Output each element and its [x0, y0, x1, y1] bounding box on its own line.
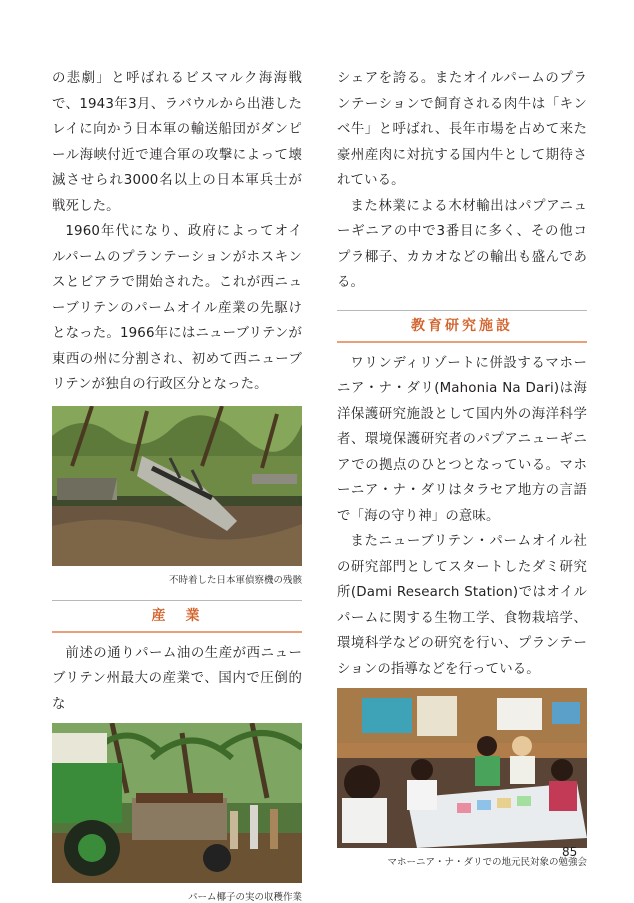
section-industry [52, 600, 302, 633]
palm-harvest-photo [52, 723, 302, 883]
study-session-photo [337, 688, 587, 848]
left-paragraph-3: 前述の通りパーム油の生産が西ニューブリテン州最大の産業で、国内で圧倒的な [52, 645, 302, 712]
section-education [337, 310, 587, 343]
page-number: 85 [562, 845, 578, 859]
study-session-figure [337, 688, 587, 868]
right-paragraph-1: シェアを誇る。またオイルパームのプランテーションで飼育される肉牛は「キンベ牛」と呼ばれ、長年市場を占めて来た豪州産肉に対抗する国内牛として期待されている。 [337, 71, 587, 188]
left-paragraph-2: 1960年代になり、政府によってオイルパームのプランテーションがホスキンスとビアラで開始された。これが西ニューブリテンのパームオイル産業の先駆けとなった。1966年にはニューブリテンが東西の州に分割され、初めて西ニューブリテンが独自の行政区分となった。 [52, 224, 302, 392]
study-session-caption: マホーニア・ナ・ダリでの地元民対象の勉強会 [387, 857, 587, 868]
right-column [337, 66, 587, 868]
palm-harvest-caption: パーム椰子の実の収穫作業 [187, 892, 302, 903]
palm-harvest-figure [52, 723, 302, 903]
plane-wreck-figure [52, 406, 302, 586]
section-industry-title: 産 業 [52, 606, 302, 633]
left-paragraph-1: の悲劇」と呼ばれるビスマルク海海戦で、1943年3月、ラバウルから出港したレイに向かう日本軍の輸送船団がダンピール海峡付近で連合軍の攻撃によって壊滅させられ3000名以上の日本軍兵士が戦死した。 [52, 71, 302, 214]
section-education-title: 教育研究施設 [337, 316, 587, 343]
right-paragraph-3: ワリンディリゾートに併設するマホーニア・ナ・ダリ(Mahonia Na Dari)は海洋保護研究施設として国内外の海洋科学者、環境保護研究者のパプアニューギニアでの拠点のひとつとなっている。マホーニア・ナ・ダリはタラセア地方の言語で「海の守り神」の意味。 [337, 355, 587, 524]
right-paragraph-4: またニューブリテン・パームオイル社の研究部門としてスタートしたダミ研究所(Dami Research Station)ではオイルパームに関する生物工学、食物栽培学、環境科学などの研究を行い、プランテーションの指導などを行っている。 [337, 534, 587, 677]
left-column [52, 66, 302, 903]
right-paragraph-2: また林業による木材輸出はパプアニューギニアの中で3番目に多く、その他コプラ椰子、カカオなどの輸出も盛んである。 [337, 198, 587, 290]
plane-wreck-caption: 不時着した日本軍偵察機の残骸 [168, 574, 302, 586]
plane-wreck-photo [52, 406, 302, 566]
